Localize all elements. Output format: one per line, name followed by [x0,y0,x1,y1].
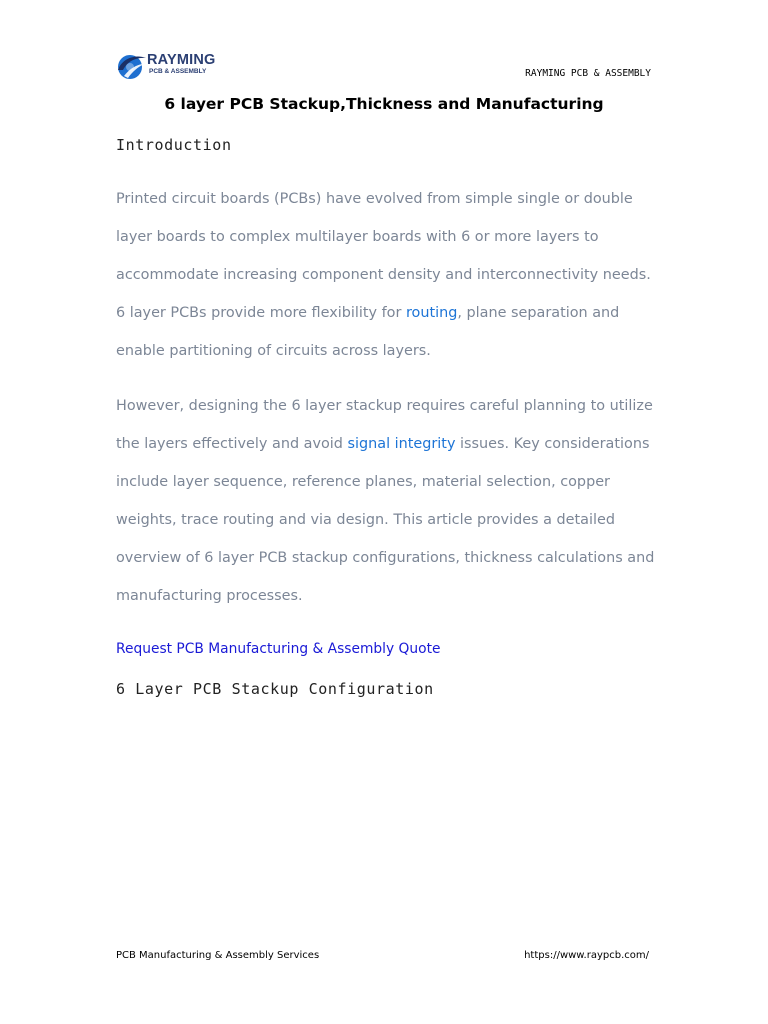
text-line: include layer sequence, reference planes, material selection, copper [116,474,610,490]
footer-services: PCB Manufacturing & Assembly Services [116,950,320,961]
logo-subtitle: PCB & ASSEMBLY [149,68,207,75]
intro-paragraph-2 [116,387,676,615]
footer-website-link[interactable]: https://www.raypcb.com/ [524,950,649,961]
rayming-swirl-logo-icon [114,50,148,82]
section-heading-introduction: Introduction [116,136,232,154]
text-line [116,425,676,463]
text-line: manufacturing processes. [116,588,303,604]
page-title: 6 layer PCB Stackup,Thickness and Manufacturing [164,95,604,113]
text-fragment: the layers effectively and avoid [116,436,348,452]
text-line: enable partitioning of circuits across layers. [116,343,431,359]
text-line: layer boards to complex multilayer boards with 6 or more layers to [116,229,599,245]
intro-paragraph-1 [116,180,676,370]
text-line: weights, trace routing and via design. This article provides a detailed [116,512,615,528]
text-line: Printed circuit boards (PCBs) have evolved from simple single or double [116,191,633,207]
text-fragment: 6 layer PCBs provide more flexibility for [116,305,406,321]
routing-link[interactable]: routing [405,305,458,321]
text-fragment: issues. Key considerations [455,436,650,452]
section-heading-stackup: 6 Layer PCB Stackup Configuration [116,680,434,698]
text-fragment: , plane separation and [457,305,620,321]
request-quote-link[interactable]: Request PCB Manufacturing & Assembly Quote [116,641,441,657]
text-line: accommodate increasing component density and interconnectivity needs. [116,267,651,283]
text-line: However, designing the 6 layer stackup requires careful planning to utilize [116,398,653,414]
logo-name: RAYMING [147,52,216,68]
text-line [116,294,676,332]
text-line: overview of 6 layer PCB stackup configurations, thickness calculations and [116,550,655,566]
signal-integrity-link[interactable]: signal integrity [347,436,456,452]
rayming-logo[interactable] [114,50,224,82]
header-company-name: RAYMING PCB & ASSEMBLY [525,68,651,79]
